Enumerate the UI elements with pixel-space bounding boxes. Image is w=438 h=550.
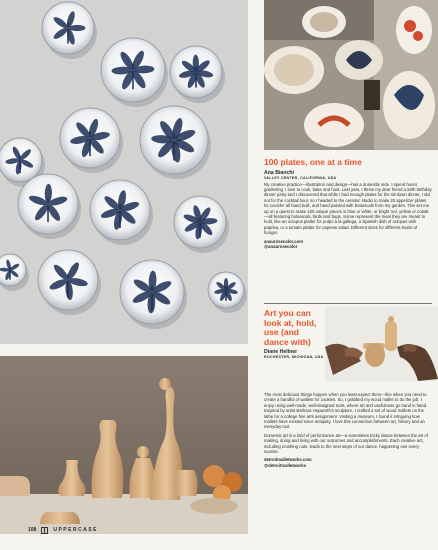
article-mallets-head: [264, 309, 325, 361]
page-number: 108: [28, 527, 37, 533]
article-mallets-website[interactable]: detroitmalletworks.com: [264, 457, 312, 463]
magazine-name: UPPERCASE: [53, 527, 98, 533]
article-mallets-text: [264, 392, 432, 468]
page-footer: [28, 525, 98, 535]
article-plates-website[interactable]: anaurosecolor.com: [264, 238, 303, 244]
article-mallets-author: Diane Hellner: [264, 349, 298, 355]
article-plates-handle[interactable]: @anaurosecolor: [264, 243, 298, 249]
article-mallets-headline: Art you can look at, hold, use (and dance with): [264, 308, 317, 347]
plates-photo: [0, 0, 248, 344]
studio-photo: [264, 0, 438, 150]
article-plates-author: Ana Bianchi: [264, 169, 294, 176]
article-mallets-body-1: The most delicious things happen when you least expect them—like when you need to create a handful of wallets for cookies. So, I grabbed my wood mallet to do the job. I enjoy using well-made, well-designed tools, where art and usefulness go hand in hand. Inspired by artist Barbara Hepworth's sculpture, I crafted a set of wood mallets on the lathe for a college fine arts assignment. Visiting a museum, I found it intriguing how mallets have existed since antiquity. I love this connection between art, history and an everyday tool.: [264, 392, 428, 430]
article-plates-body: My creative practice—illustration and design—has a domestic side. I spend hours gardening. I love to cook, bake and host. Last year, I threw my dear friend a 50th birthday dinner party and I discovered that while I had enough plates for the sit-down dinner, I did not for the cocktail hour, so I headed to the ceramic studio to make 20 appetizer plates for ceviche all hand built, and hand painted with botanicals from my garden. This set me up on a quest to make 100 unique pieces in blue or white, or bright red, yellow or cobalt—all featuring botanicals, birds and bugs. Some represent the meal they are meant to hold, like an octopus platter for pulpo a la gallega, a Spanish dish of octopus with paprika, or a tomato platter for caprese salad. Different sizes for different levels of hunger.: [264, 181, 432, 236]
article-mallets-location: ROCHESTER, MICHIGAN, USA: [264, 355, 324, 359]
article-divider: [264, 303, 432, 304]
article-mallets-handle[interactable]: @detroitmalletworks: [264, 462, 306, 468]
article-plates: [264, 158, 432, 249]
magazine-logo-icon: [41, 527, 48, 534]
article-mallets-body-2: Domestic art is a kind of performance art—a sometimes tricky dance between the art of making, doing and living with our outcomes and accomplishments. Each creative act, including crushing nuts, leads to the next steps of our dance, happening one every sunrise.: [264, 432, 428, 455]
hands-photo: [325, 307, 438, 381]
mallets-photo: [0, 356, 248, 534]
article-plates-headline: 100 plates, one at a time: [264, 157, 362, 167]
article-plates-location: VALLEY CENTER, CALIFORNIA, USA: [264, 175, 337, 180]
